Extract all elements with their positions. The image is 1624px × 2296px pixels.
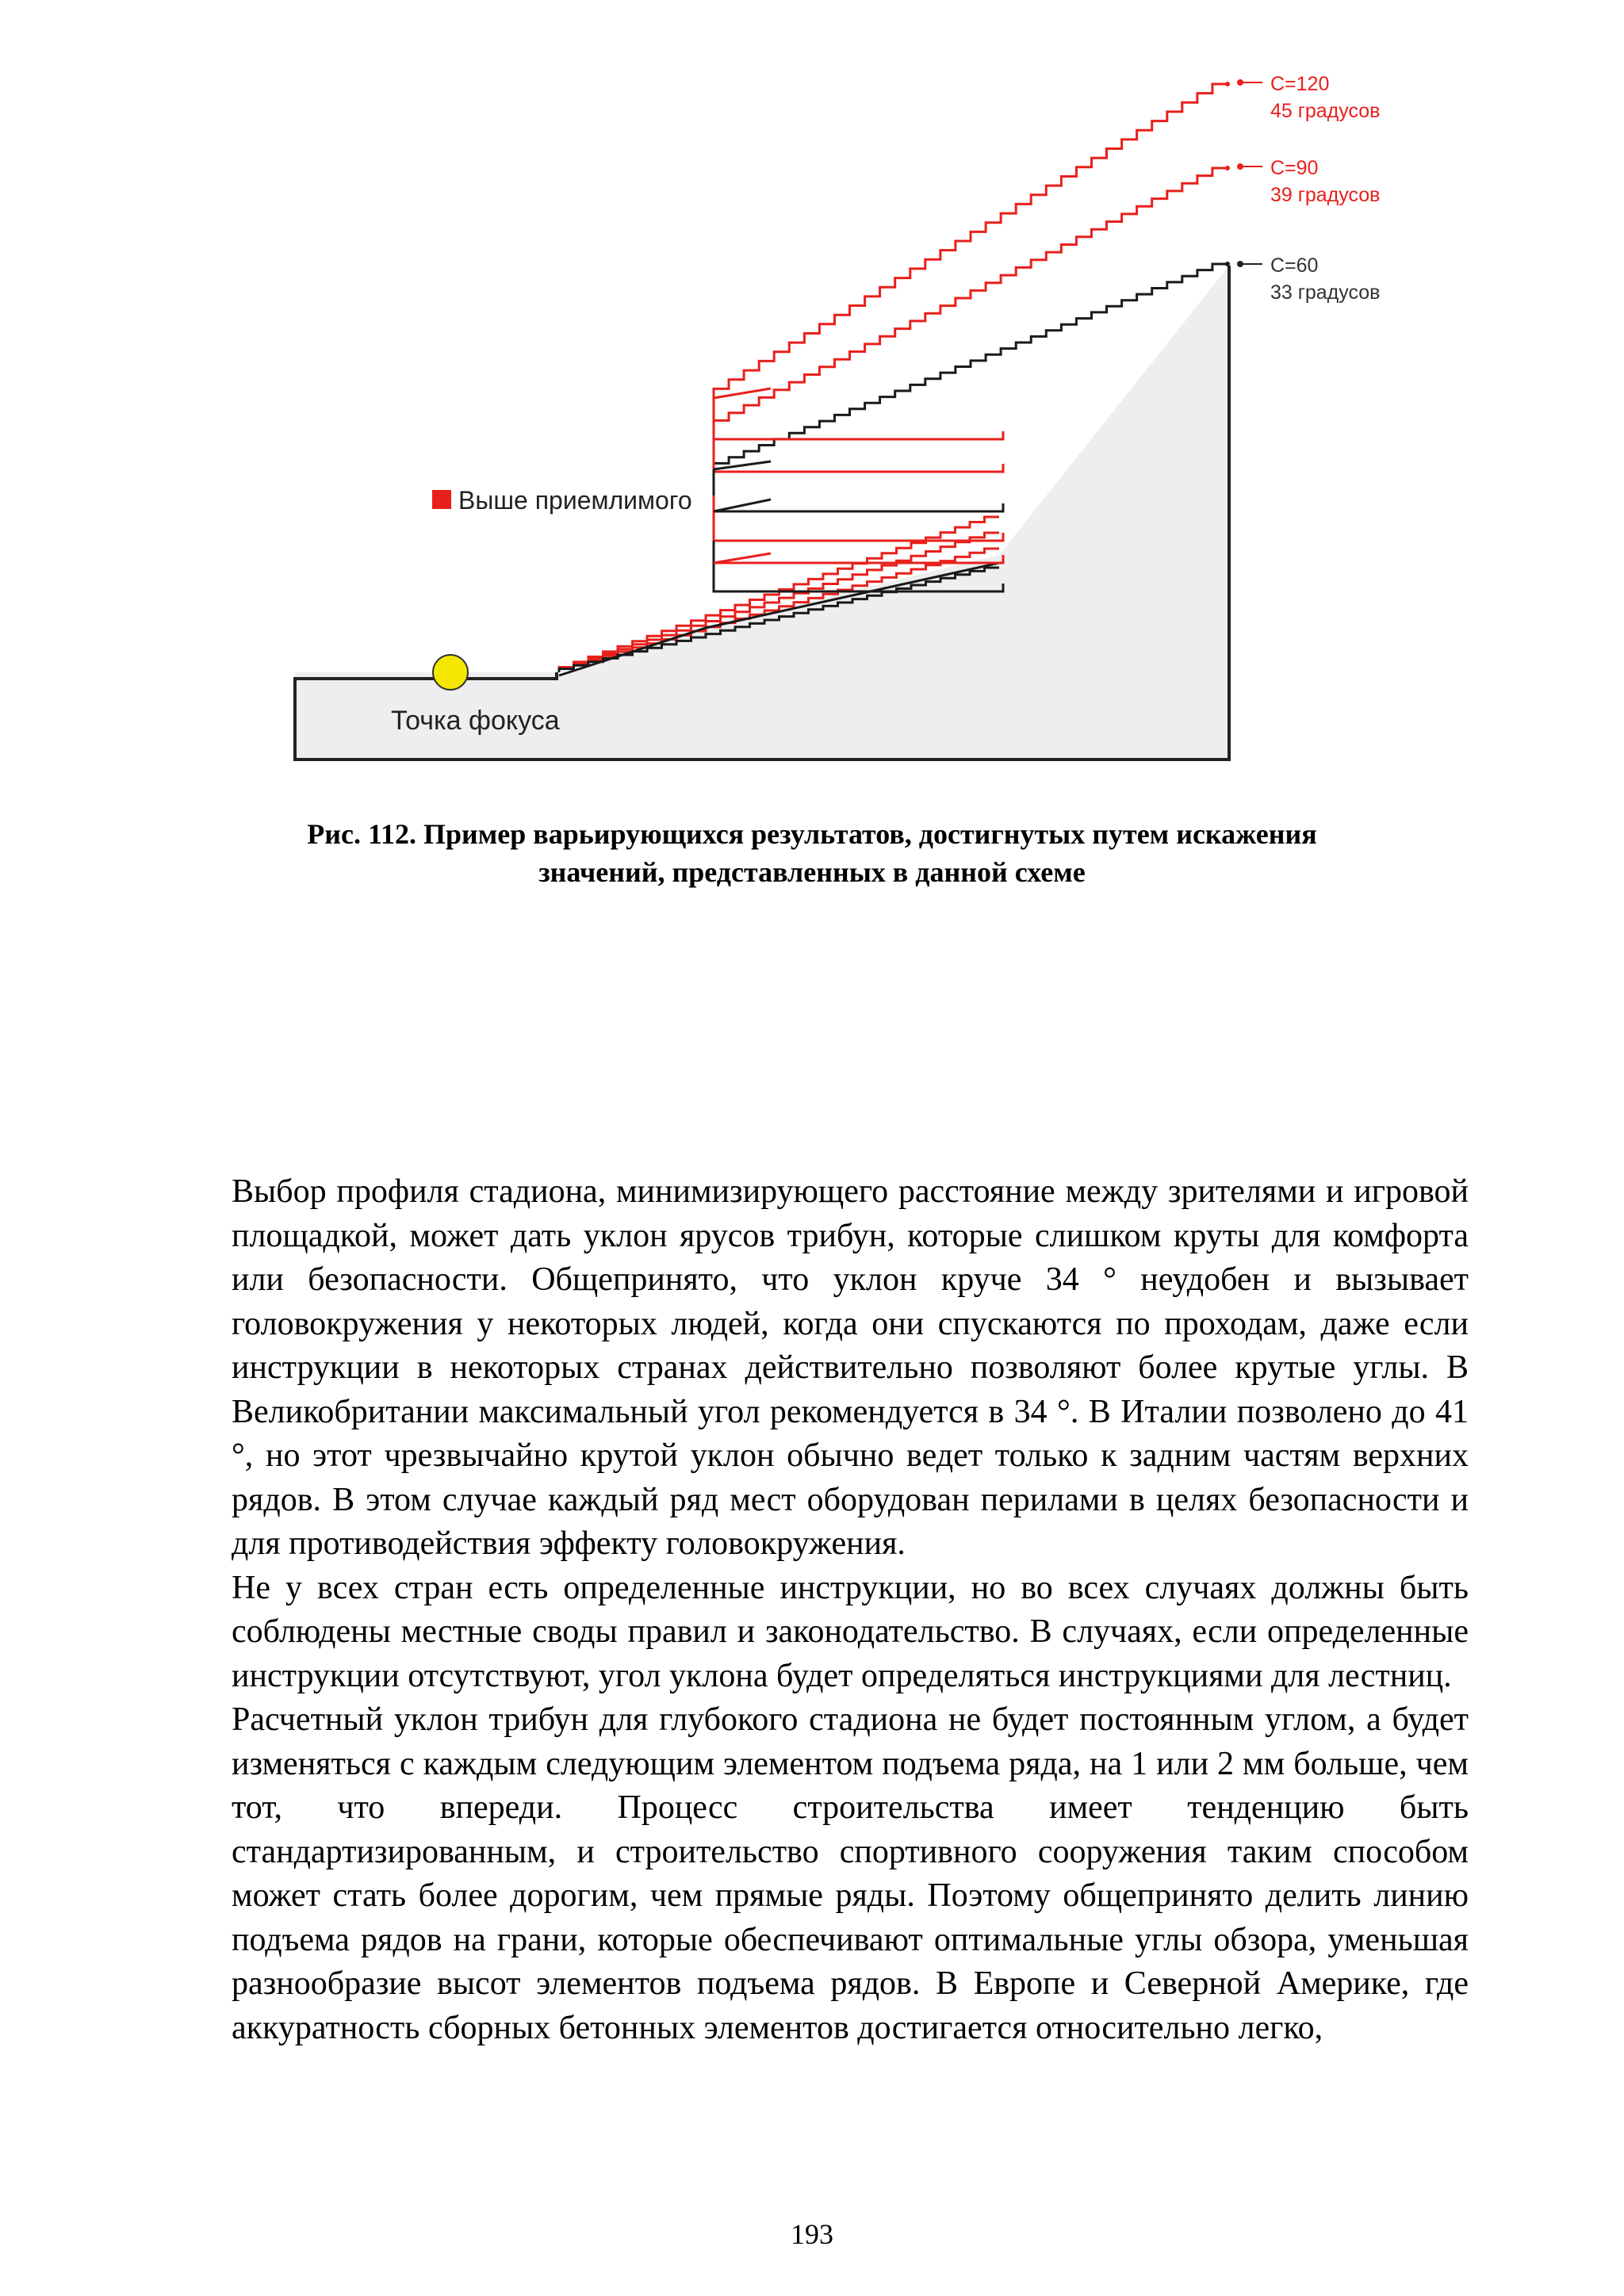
focus-point-label: Точка фокуса [391,706,560,736]
upper-tier-c120 [714,84,1228,398]
tier-return [714,553,771,563]
profile-top-dot [1225,166,1230,170]
caption-line-2: значений, представленных в данной схеме [538,856,1086,888]
profile-top-dot [1225,262,1230,266]
profile-top-dot [1225,82,1230,86]
body-text [232,1170,1469,2050]
tier-overhang [714,469,1003,511]
caption-line-1: Рис. 112. Пример варьирующихся результатов, достигнутых путем искажения [307,818,1317,850]
page-number: 193 [791,2218,833,2250]
profile-label-c90 [1237,157,1380,206]
profile-label-c60 [1237,254,1380,304]
paragraph-3: Расчетный уклон трибун для глубокого стадиона не будет постоянным углом, а будет изменяться с каждым следующим элементом подъема ряда, на 1 или 2 мм больше, чем тот, что впереди. Процесс строительства имеет тенденцию быть стандартизированным, и строительство спортивного сооружения таким способом может стать более дорогим, чем прямые ряды. Поэтому общепринято делить линию подъема рядов на грани, которые обеспечивают оптимальные углы обзора, уменьшая разнообразие высот элементов подъема рядов. В Европе и Северной Америке, где аккуратность сборных бетонных элементов достигается относительно легко, [232,1701,1469,2046]
legend-swatch-red [432,490,451,509]
profile-c-label: C=90 [1270,157,1319,179]
profile-angle-label: 45 градусов [1270,100,1381,122]
legend-label: Выше приемлимого [458,486,692,515]
stadium-profile-diagram [285,55,1411,769]
tier-return [714,499,771,511]
focus-point-marker [433,655,468,690]
profile-label-c120 [1237,73,1380,122]
profile-c-label: C=60 [1270,254,1319,277]
paragraph-1: Выбор профиля стадиона, минимизирующего расстояние между зрителями и игровой площадкой, может дать уклон ярусов трибун, которые слишком круты для комфорта или безопасности. Общепринято, что уклон круче 34 ° неудобен и вызывает головокружения у некоторых людей, когда они спускаются по проходам, даже если инструкции в некоторых странах действительно позволяют более крутые углы. В Великобритании максимальный угол рекомендуется в 34 °. В Италии позволено до 41 °, но этот чрезвычайно крутой уклон обычно ведет только к задним частям верхних рядов. В этом случае каждый ряд мест оборудован перилами в целях безопасности и для противодействия эффекту головокружения. [232,1173,1469,1562]
profile-c-label: C=120 [1270,73,1330,95]
profile-angle-label: 33 градусов [1270,281,1381,304]
figure-caption [159,815,1465,891]
paragraph-2: Не у всех стран есть определенные инструкции, но во всех случаях должны быть соблюдены местные своды правил и законодательство. В случаях, если определенные инструкции отсутствуют, угол уклона будет определяться инструкциями для лестниц. [232,1569,1469,1694]
profile-angle-label: 39 градусов [1270,184,1381,206]
tier-overhang [714,428,1003,472]
diagram-svg [285,55,1411,769]
